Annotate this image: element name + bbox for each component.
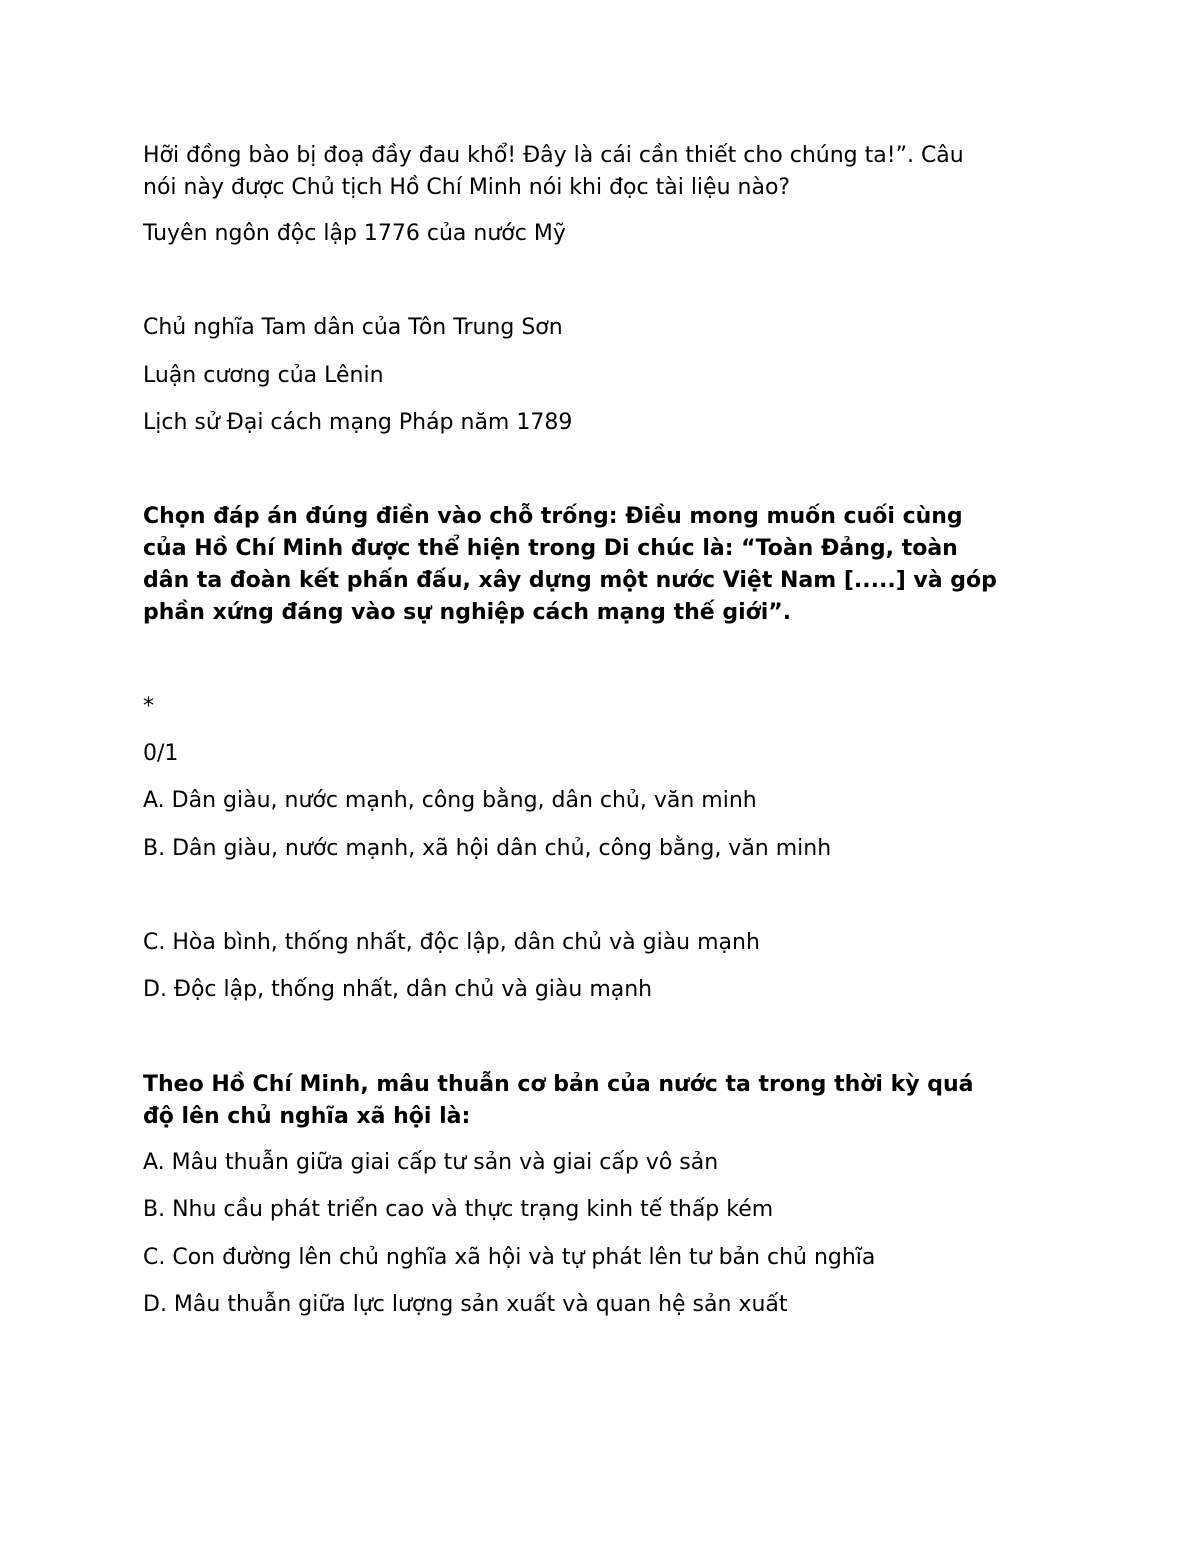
question-1-text-line-2: nói này được Chủ tịch Hồ Chí Minh nói khi đọc tài liệu nào? [143,175,791,200]
question-2-option-b: B. Dân giàu, nước mạnh, xã hội dân chủ, công bằng, văn minh [143,836,832,861]
question-3-text-line-2: độ lên chủ nghĩa xã hội là: [143,1104,471,1129]
question-3-option-d: D. Mâu thuẫn giữa lực lượng sản xuất và quan hệ sản xuất [143,1292,788,1317]
question-1-option-1: Tuyên ngôn độc lập 1776 của nước Mỹ [143,221,566,246]
question-3-text-line-1: Theo Hồ Chí Minh, mâu thuẫn cơ bản của nước ta trong thời kỳ quá [143,1072,974,1097]
question-2-option-c: C. Hòa bình, thống nhất, độc lập, dân chủ và giàu mạnh [143,930,760,955]
question-2-text-line-2: của Hồ Chí Minh được thể hiện trong Di chúc là: “Toàn Đảng, toàn [143,536,958,561]
question-1-option-4: Lịch sử Đại cách mạng Pháp năm 1789 [143,410,573,435]
question-3-option-a: A. Mâu thuẫn giữa giai cấp tư sản và giai cấp vô sản [143,1150,719,1175]
question-2-text-line-3: dân ta đoàn kết phấn đấu, xây dựng một nước Việt Nam [.....] và góp [143,568,997,593]
question-1-text-line-1: Hỡi đồng bào bị đoạ đầy đau khổ! Đây là cái cần thiết cho chúng ta!”. Câu [143,143,964,168]
question-2-option-a: A. Dân giàu, nước mạnh, công bằng, dân chủ, văn minh [143,788,757,813]
question-1-option-3: Luận cương của Lênin [143,363,384,388]
required-mark: * [143,694,154,719]
question-2-text-line-1: Chọn đáp án đúng điền vào chỗ trống: Điều mong muốn cuối cùng [143,504,963,529]
question-2-score: 0/1 [143,741,179,766]
question-3-option-c: C. Con đường lên chủ nghĩa xã hội và tự phát lên tư bản chủ nghĩa [143,1245,876,1270]
question-2-text-line-4: phần xứng đáng vào sự nghiệp cách mạng thế giới”. [143,600,792,625]
question-3-option-b: B. Nhu cầu phát triển cao và thực trạng kinh tế thấp kém [143,1197,774,1222]
question-1-option-2: Chủ nghĩa Tam dân của Tôn Trung Sơn [143,315,563,340]
question-2-option-d: D. Độc lập, thống nhất, dân chủ và giàu mạnh [143,977,653,1002]
